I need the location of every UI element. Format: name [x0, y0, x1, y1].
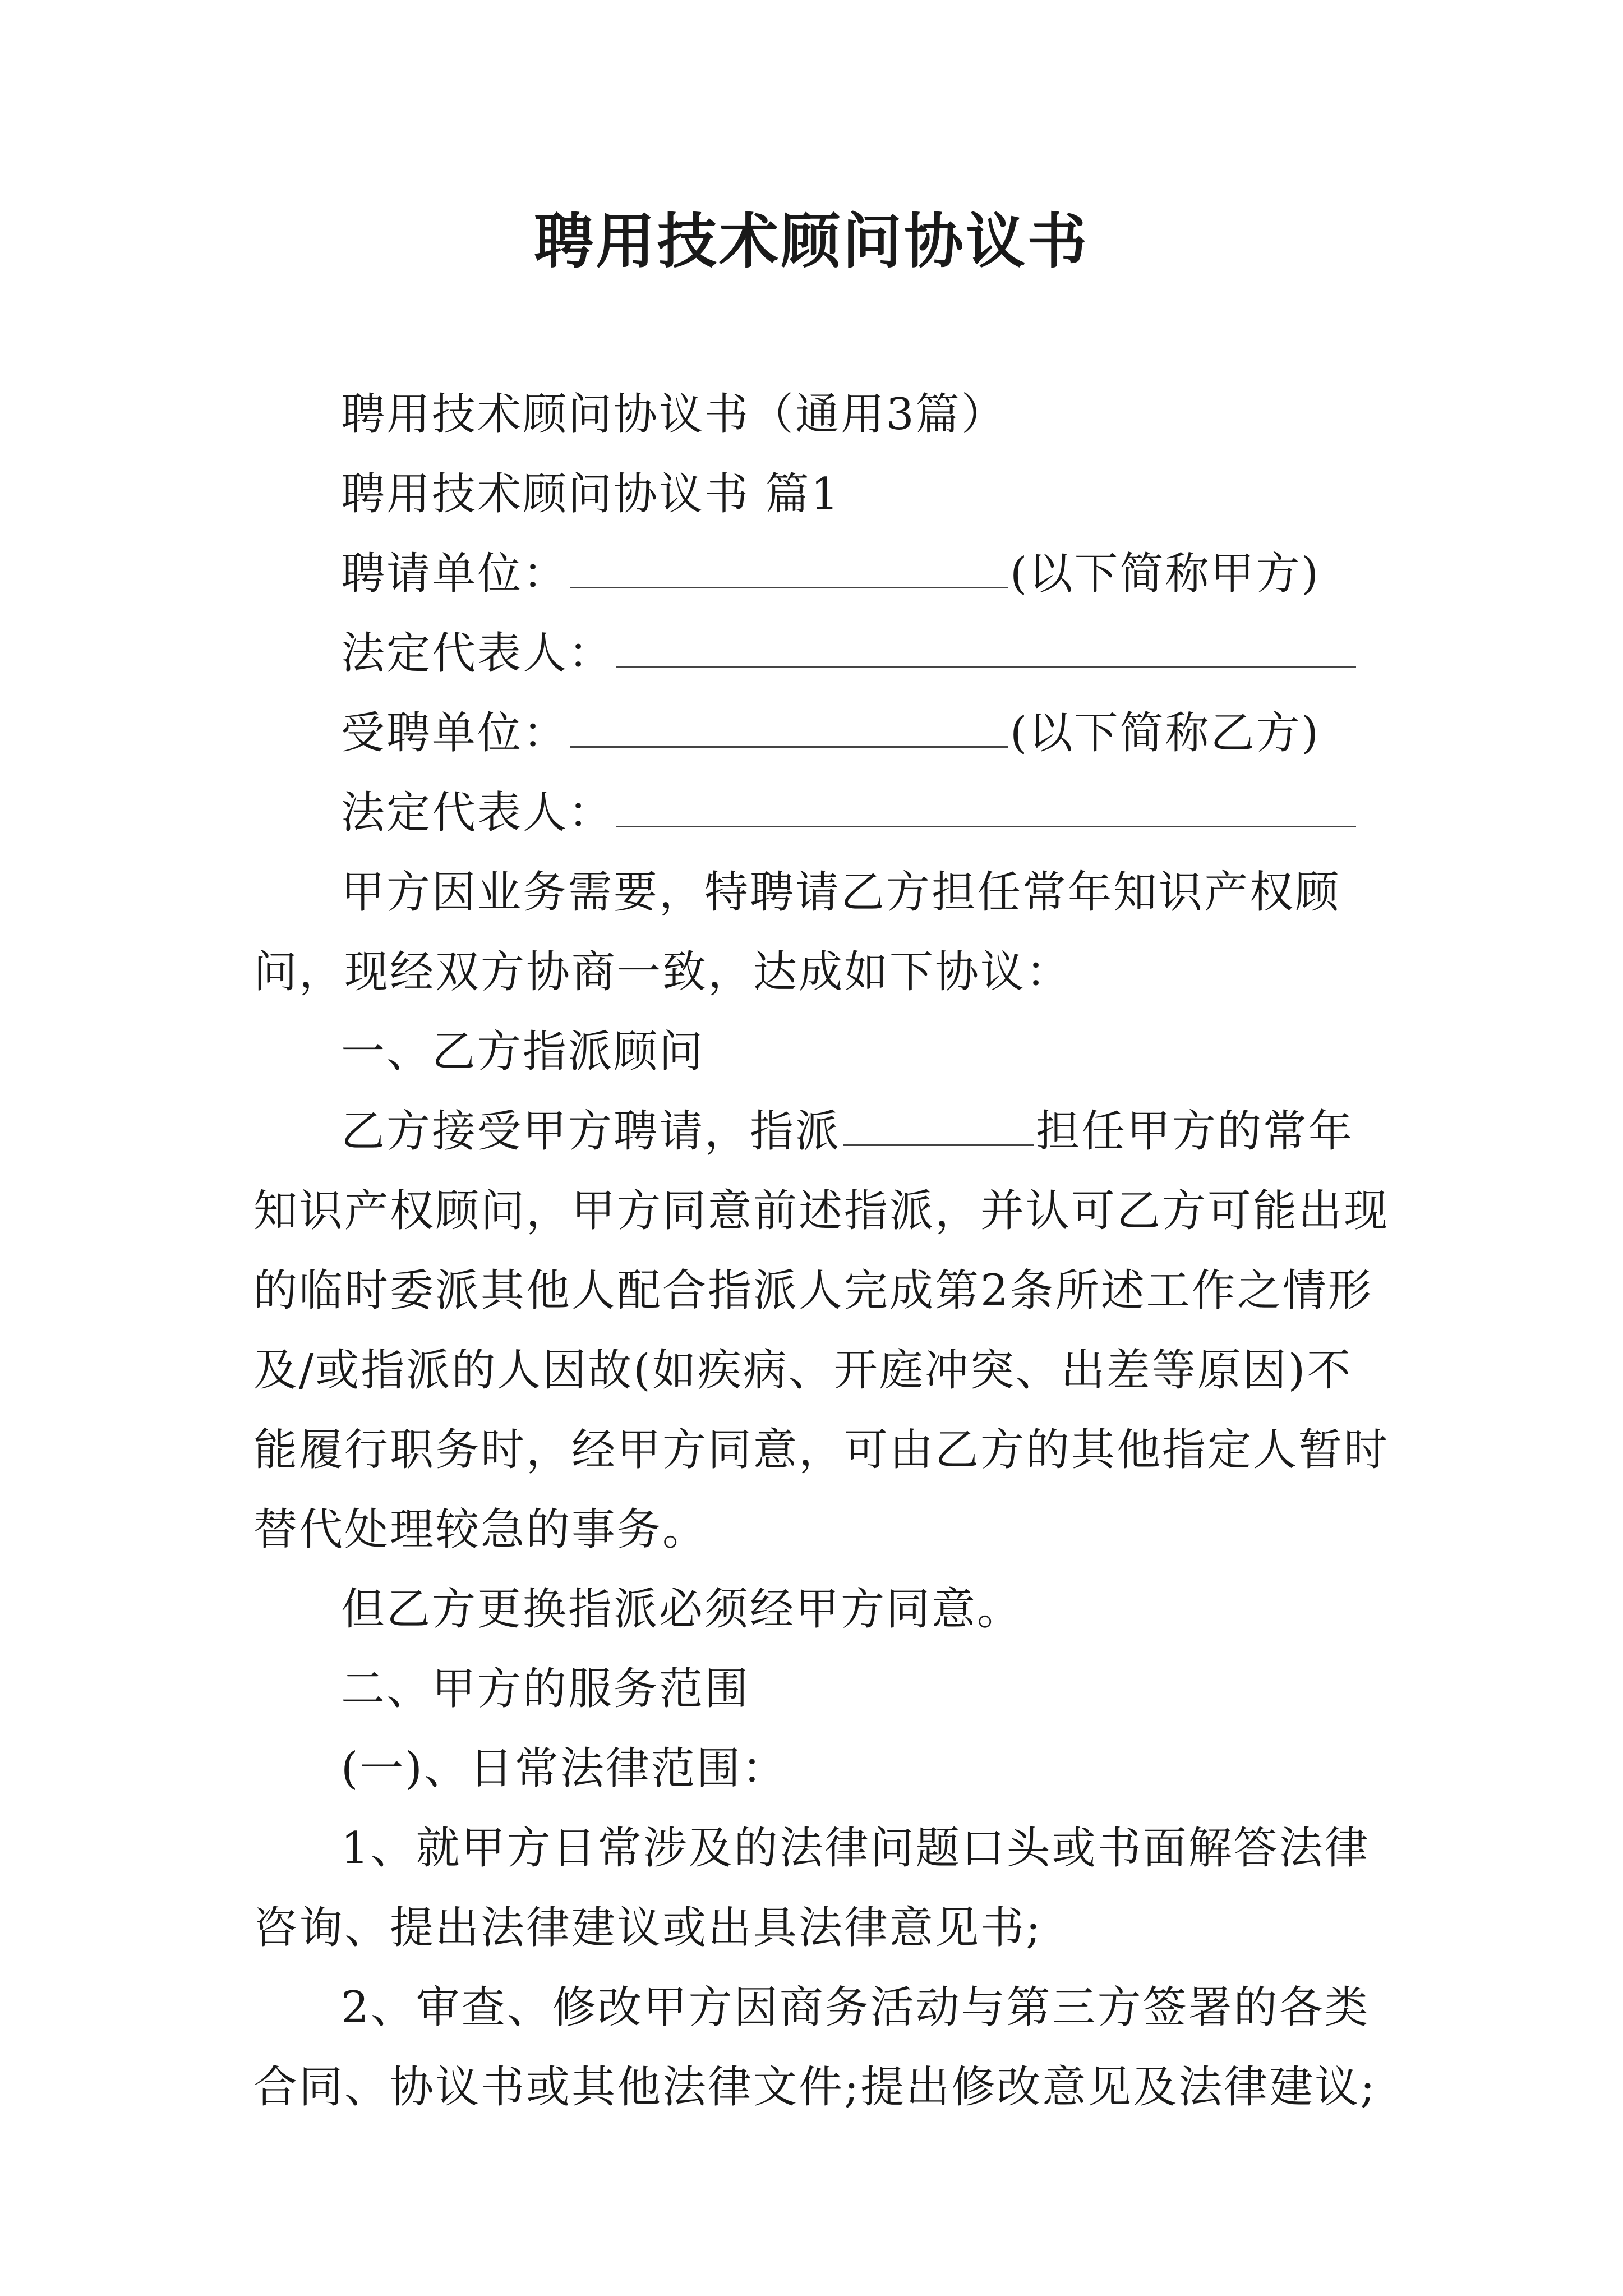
section-2-heading: 二、甲方的服务范围 — [341, 1664, 750, 1714]
part-heading: 聘用技术顾问协议书 篇1 — [341, 469, 841, 519]
item-2: 2、审查、修改甲方因商务活动与第三方签署的各类合同、协议书或其他法律文件;提出修改意见及法律建议; — [253, 1982, 1377, 2113]
employee-suffix: (以下简称乙方) — [1010, 708, 1320, 758]
employer-blank — [570, 542, 1008, 588]
section-1-heading: 一、乙方指派顾问 — [341, 1027, 705, 1077]
sec1-p1-start: 乙方接受甲方聘请，指派 — [341, 1106, 841, 1157]
section-2-sub-1: (一)、日常法律范围： — [341, 1743, 787, 1794]
employee-blank — [570, 701, 1008, 748]
advisor-name-blank — [843, 1099, 1034, 1146]
rep1-label: 法定代表人： — [341, 628, 614, 679]
intro-paragraph: 甲方因业务需要，特聘请乙方担任常年知识产权顾问，现经双方协商一致，达成如下协议： — [253, 867, 1341, 997]
employee-line — [253, 693, 1392, 773]
rep1-blank — [616, 622, 1356, 668]
employer-label: 聘请单位： — [341, 549, 569, 599]
subtitle-line: 聘用技术顾问协议书（通用3篇） — [341, 389, 1007, 440]
rep2-label: 法定代表人： — [341, 788, 614, 838]
sec1-p1-rest: 担任甲方的常年知识产权顾问，甲方同意前述指派，并认可乙方可能出现的临时委派其他人配合指派人完成第2条所述工作之情形及/或指派的人因故(如疾病、开庭冲突、出差等原因)不能履行职务时，经甲方同意，可由乙方的其他指定人暂时替代处理较急的事务。 — [253, 1106, 1390, 1555]
item-1: 1、就甲方日常涉及的法律问题口头或书面解答法律咨询、提出法律建议或出具法律意见书; — [253, 1823, 1370, 1953]
rep1-line — [253, 614, 1392, 693]
employee-label: 受聘单位： — [341, 708, 569, 758]
rep2-line — [253, 773, 1392, 853]
section-1-paragraph-2: 但乙方更换指派必须经甲方同意。 — [341, 1584, 1023, 1635]
document-title: 聘用技术顾问协议书 — [534, 206, 1089, 276]
employer-suffix: (以下简称甲方) — [1010, 549, 1320, 599]
section-1-paragraph-1 — [253, 1092, 1392, 1570]
employer-line — [253, 534, 1392, 614]
document-body — [253, 375, 1392, 2127]
rep2-blank — [616, 781, 1356, 827]
